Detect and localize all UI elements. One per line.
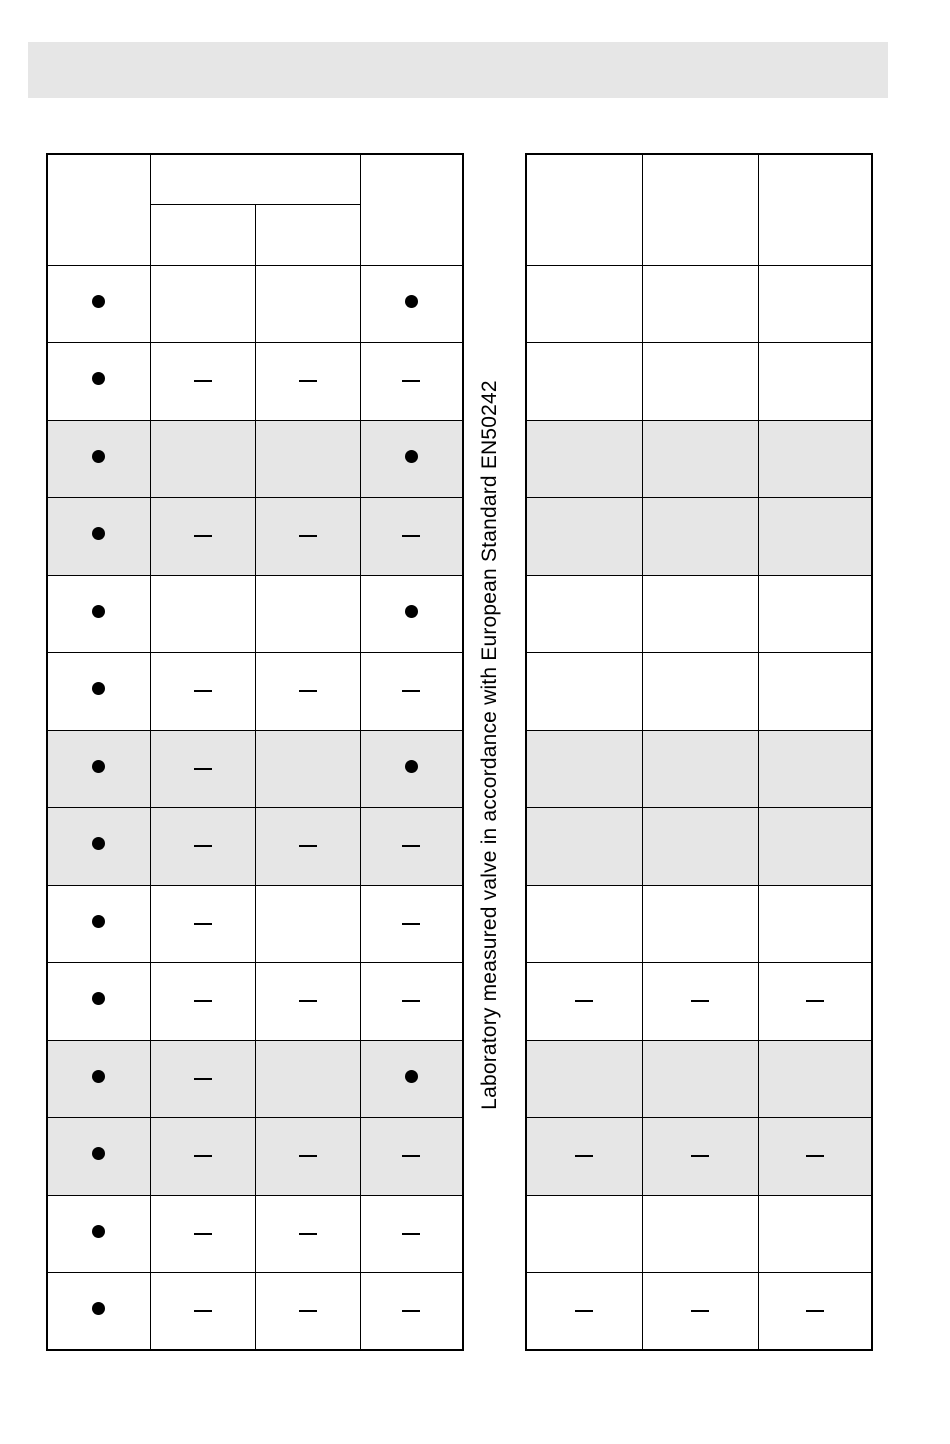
right-table-cell	[758, 808, 872, 886]
right-table-cell	[526, 730, 642, 808]
left-table-cell	[360, 808, 463, 886]
dash-icon	[299, 1310, 317, 1312]
left-header-group	[150, 154, 360, 204]
table-row	[526, 885, 872, 963]
dash-icon	[402, 1233, 420, 1235]
table-row	[526, 343, 872, 421]
filled-dot-icon	[405, 760, 418, 773]
dash-icon	[575, 1310, 593, 1312]
left-table-cell	[150, 1040, 255, 1118]
table-row	[526, 730, 872, 808]
right-header-col-1	[526, 154, 642, 265]
right-table-cell	[526, 653, 642, 731]
filled-dot-icon	[92, 1225, 105, 1238]
filled-dot-icon	[92, 372, 105, 385]
left-table-cell	[255, 1040, 360, 1118]
left-table-cell	[255, 653, 360, 731]
dash-icon	[299, 1155, 317, 1157]
side-note: Laboratory measured valve in accordance with European Standard EN50242	[478, 380, 501, 1110]
right-table-cell	[526, 575, 642, 653]
left-table-cell	[47, 1195, 150, 1273]
left-table-cell	[150, 343, 255, 421]
dash-icon	[194, 923, 212, 925]
table-row	[526, 498, 872, 576]
dash-icon	[299, 535, 317, 537]
dash-icon	[194, 1078, 212, 1080]
left-table-cell	[360, 730, 463, 808]
dash-icon	[402, 845, 420, 847]
left-table-cell	[47, 498, 150, 576]
left-header-col-1	[47, 154, 150, 265]
left-table-cell	[47, 730, 150, 808]
table-row	[47, 963, 463, 1041]
dash-icon	[402, 380, 420, 382]
right-table-cell	[526, 1118, 642, 1196]
filled-dot-icon	[405, 1070, 418, 1083]
table-row	[526, 265, 872, 343]
right-table-cell	[642, 808, 758, 886]
right-table-cell	[642, 1118, 758, 1196]
dash-icon	[575, 1000, 593, 1002]
table-row	[47, 265, 463, 343]
right-table-cell	[642, 498, 758, 576]
left-table-cell	[360, 1273, 463, 1351]
left-table-cell	[150, 575, 255, 653]
table-row	[47, 420, 463, 498]
right-table-cell	[758, 885, 872, 963]
right-table-cell	[758, 963, 872, 1041]
right-table-cell	[758, 575, 872, 653]
right-table-cell	[526, 498, 642, 576]
filled-dot-icon	[92, 992, 105, 1005]
dash-icon	[691, 1155, 709, 1157]
filled-dot-icon	[92, 295, 105, 308]
filled-dot-icon	[92, 605, 105, 618]
left-table-cell	[360, 343, 463, 421]
table-row	[526, 653, 872, 731]
left-table-cell	[47, 653, 150, 731]
dash-icon	[806, 1155, 824, 1157]
table-row	[526, 808, 872, 886]
table-row	[47, 343, 463, 421]
table-row	[47, 575, 463, 653]
left-table-cell	[255, 1195, 360, 1273]
left-table-cell	[255, 343, 360, 421]
filled-dot-icon	[92, 1302, 105, 1315]
right-table-cell	[758, 1195, 872, 1273]
filled-dot-icon	[92, 1147, 105, 1160]
right-table-cell	[526, 963, 642, 1041]
right-table-cell	[526, 420, 642, 498]
left-table-cell	[255, 1273, 360, 1351]
right-table-cell	[642, 1273, 758, 1351]
right-table-cell	[526, 1195, 642, 1273]
dash-icon	[402, 1310, 420, 1312]
filled-dot-icon	[92, 527, 105, 540]
left-table-cell	[47, 885, 150, 963]
table-row	[47, 808, 463, 886]
dash-icon	[691, 1310, 709, 1312]
filled-dot-icon	[92, 837, 105, 850]
left-header-col-3	[255, 204, 360, 265]
right-table-cell	[642, 420, 758, 498]
dash-icon	[402, 535, 420, 537]
left-table-cell	[360, 498, 463, 576]
right-table-cell	[758, 1040, 872, 1118]
dash-icon	[194, 1310, 212, 1312]
right-table-cell	[758, 420, 872, 498]
dash-icon	[806, 1000, 824, 1002]
filled-dot-icon	[92, 1070, 105, 1083]
table-row	[47, 498, 463, 576]
left-table-cell	[150, 498, 255, 576]
left-table-cell	[360, 265, 463, 343]
dash-icon	[194, 1000, 212, 1002]
dash-icon	[402, 1000, 420, 1002]
dash-icon	[299, 1233, 317, 1235]
left-table-cell	[47, 265, 150, 343]
right-table-cell	[642, 1195, 758, 1273]
left-table-cell	[47, 963, 150, 1041]
dash-icon	[402, 1155, 420, 1157]
right-table	[525, 153, 873, 1351]
filled-dot-icon	[405, 605, 418, 618]
left-table-cell	[150, 730, 255, 808]
left-table-cell	[255, 498, 360, 576]
left-table-cell	[47, 420, 150, 498]
right-table-cell	[642, 963, 758, 1041]
left-table-cell	[255, 963, 360, 1041]
left-table-cell	[150, 265, 255, 343]
right-table-cell	[758, 343, 872, 421]
dash-icon	[299, 380, 317, 382]
left-table-cell	[47, 343, 150, 421]
dash-icon	[194, 690, 212, 692]
left-table-cell	[360, 1118, 463, 1196]
table-row	[47, 1118, 463, 1196]
table-row	[526, 1273, 872, 1351]
dash-icon	[402, 923, 420, 925]
right-table-cell	[526, 265, 642, 343]
table-row	[526, 1118, 872, 1196]
filled-dot-icon	[92, 682, 105, 695]
filled-dot-icon	[92, 450, 105, 463]
header-bar	[28, 42, 888, 98]
dash-icon	[299, 1000, 317, 1002]
right-table-cell	[526, 885, 642, 963]
dash-icon	[194, 535, 212, 537]
left-table-cell	[360, 575, 463, 653]
right-table-cell	[642, 265, 758, 343]
filled-dot-icon	[405, 295, 418, 308]
dash-icon	[194, 1233, 212, 1235]
left-table-cell	[255, 730, 360, 808]
right-table-cell	[642, 343, 758, 421]
left-table-cell	[150, 1195, 255, 1273]
left-table-cell	[150, 653, 255, 731]
dash-icon	[575, 1155, 593, 1157]
right-table-cell	[758, 653, 872, 731]
left-table-cell	[150, 885, 255, 963]
right-table-cell	[758, 1118, 872, 1196]
right-table-cell	[758, 1273, 872, 1351]
dash-icon	[299, 690, 317, 692]
left-table-cell	[255, 420, 360, 498]
left-table-cell	[150, 963, 255, 1041]
left-table-cell	[47, 575, 150, 653]
dash-icon	[299, 845, 317, 847]
table-row	[47, 1273, 463, 1351]
table-row	[47, 730, 463, 808]
left-table-cell	[255, 885, 360, 963]
left-table-cell	[150, 808, 255, 886]
table-row	[47, 885, 463, 963]
right-table-cell	[642, 730, 758, 808]
left-table-cell	[255, 265, 360, 343]
left-table-cell	[47, 1118, 150, 1196]
dash-icon	[194, 1155, 212, 1157]
right-table-cell	[526, 808, 642, 886]
table-row	[47, 1195, 463, 1273]
left-table-cell	[360, 653, 463, 731]
left-table-cell	[360, 1195, 463, 1273]
left-table-cell	[255, 808, 360, 886]
left-table-cell	[255, 575, 360, 653]
filled-dot-icon	[92, 915, 105, 928]
table-row	[526, 963, 872, 1041]
table-row	[526, 1195, 872, 1273]
left-table-cell	[47, 1040, 150, 1118]
left-table-cell	[150, 1118, 255, 1196]
right-table-cell	[526, 343, 642, 421]
dash-icon	[194, 380, 212, 382]
left-table	[46, 153, 464, 1351]
dash-icon	[402, 690, 420, 692]
table-row	[526, 575, 872, 653]
right-table-cell	[526, 1040, 642, 1118]
right-header-col-2	[642, 154, 758, 265]
filled-dot-icon	[92, 760, 105, 773]
table-row	[526, 420, 872, 498]
dash-icon	[806, 1310, 824, 1312]
dash-icon	[691, 1000, 709, 1002]
left-table-cell	[47, 808, 150, 886]
left-header-col-2	[150, 204, 255, 265]
dash-icon	[194, 768, 212, 770]
left-table-cell	[150, 420, 255, 498]
left-table-cell	[360, 1040, 463, 1118]
left-table-cell	[360, 885, 463, 963]
left-table-cell	[150, 1273, 255, 1351]
right-table-cell	[758, 498, 872, 576]
left-header-col-4	[360, 154, 463, 265]
left-table-cell	[360, 963, 463, 1041]
table-row	[47, 653, 463, 731]
dash-icon	[194, 845, 212, 847]
right-table-cell	[758, 265, 872, 343]
left-table-cell	[47, 1273, 150, 1351]
left-table-cell	[360, 420, 463, 498]
right-table-cell	[642, 653, 758, 731]
right-table-cell	[642, 885, 758, 963]
right-table-cell	[642, 575, 758, 653]
table-row	[526, 1040, 872, 1118]
table-row	[47, 1040, 463, 1118]
right-table-cell	[758, 730, 872, 808]
right-table-cell	[642, 1040, 758, 1118]
right-header-col-3	[758, 154, 872, 265]
right-table-cell	[526, 1273, 642, 1351]
left-table-cell	[255, 1118, 360, 1196]
filled-dot-icon	[405, 450, 418, 463]
